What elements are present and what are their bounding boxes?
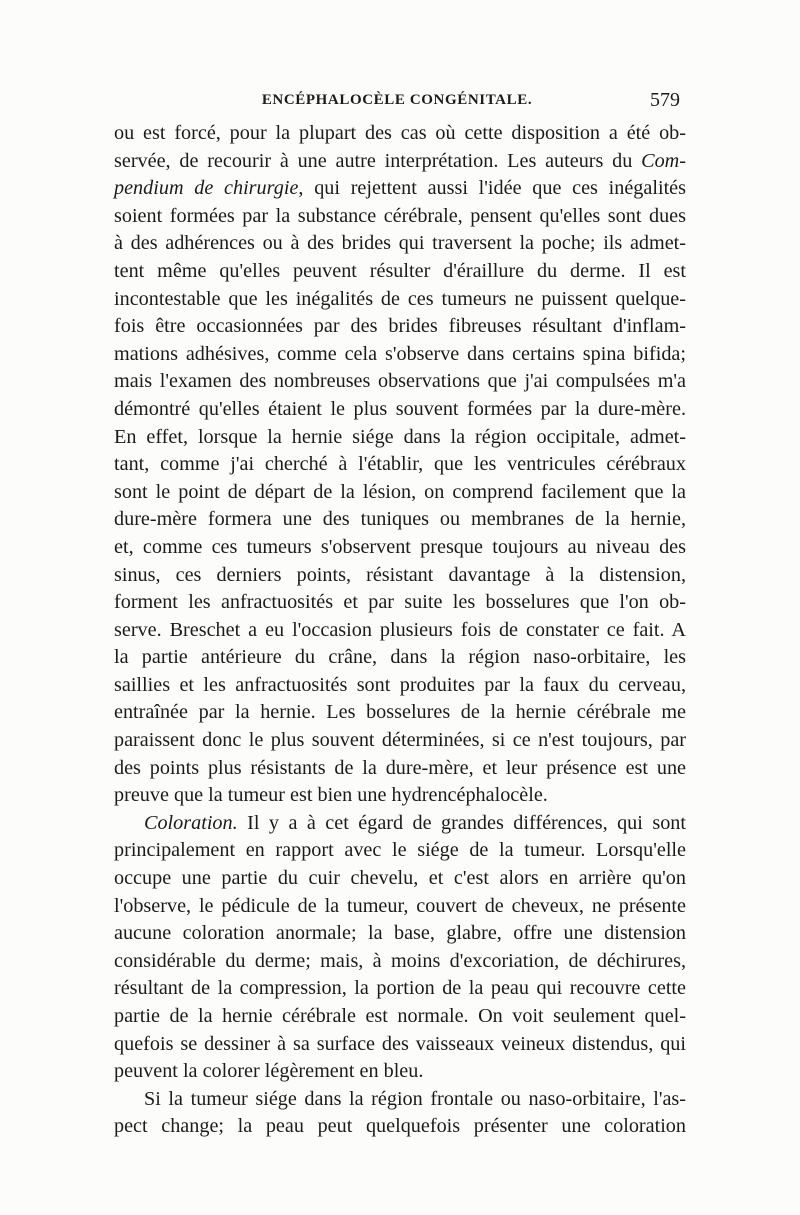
text-line: tant, comme j'ai cherché à l'établir, que les ventricules cérébraux [114, 453, 686, 476]
body-text [114, 120, 686, 1141]
text-line: saillies et les anfractuosités sont produites par la faux du cerveau, [114, 673, 686, 696]
text-line: démontré qu'elles étaient le plus souvent formées par la dure-mère. [114, 397, 686, 420]
text-line: sont le point de départ de la lésion, on comprend facilement que la [114, 480, 686, 503]
running-head [114, 89, 680, 114]
text-line: pect change; la peau peut quelquefois présenter une coloration [114, 1115, 686, 1138]
text-line: Si la tumeur siége dans la région frontale ou naso-orbitaire, l'as- [144, 1087, 686, 1110]
text-line: aucune coloration anormale; la base, glabre, offre une distension [114, 922, 686, 945]
paragraph-2 [114, 810, 686, 1086]
italic-title-fragment: Com- [641, 149, 686, 172]
text-line: mations adhésives, comme cela s'observe dans certains spina bifida; [114, 342, 686, 365]
paragraph-3 [114, 1086, 686, 1141]
text-line: mais l'examen des nombreuses observations que j'ai compulsées m'a [114, 370, 686, 393]
text-line: considérable du derme; mais, à moins d'excoriation, de déchirures, [114, 949, 686, 972]
text-line: soient formées par la substance cérébrale, pensent qu'elles sont dues [114, 204, 686, 227]
text-line: l'observe, le pédicule de la tumeur, couvert de cheveux, ne présente [114, 894, 686, 917]
text-line: sinus, ces derniers points, résistant davantage à la distension, [114, 563, 686, 586]
text-line: principalement en rapport avec le siége de la tumeur. Lorsqu'elle [114, 839, 686, 862]
text-line: fois être occasionnées par des brides fibreuses résultant d'inflam- [114, 315, 686, 338]
text-line: occupe une partie du cuir chevelu, et c'est alors en arrière qu'on [114, 867, 686, 890]
text-line: la partie antérieure du crâne, dans la région naso-orbitaire, les [114, 646, 686, 669]
text-line: à des adhérences ou à des brides qui traversent la poche; ils admet- [114, 232, 686, 255]
text-line: peuvent la colorer légèrement en bleu. [114, 1060, 424, 1083]
text-line: pendium de chirurgie, qui rejettent aussi l'idée que ces inégalités [114, 177, 686, 200]
paragraph-1 [114, 120, 686, 810]
page-number: 579 [650, 89, 680, 111]
text-line: forment les anfractuosités et par suite les bosselures que l'on ob- [114, 591, 686, 614]
text-line: tent même qu'elles peuvent résulter d'éraillure du derme. Il est [114, 259, 686, 282]
text-line: incontestable que les inégalités de ces tumeurs ne puissent quelque- [114, 287, 686, 310]
text-line: quefois se dessiner à sa surface des vaisseaux veineux distendus, qui [114, 1032, 686, 1055]
text-line: partie de la hernie cérébrale est normale. On voit seulement quel- [114, 1005, 686, 1027]
running-title: ENCÉPHALOCÈLE CONGÉNITALE. [261, 92, 533, 108]
text-line: En effet, lorsque la hernie siége dans la région occipitale, admet- [114, 425, 686, 448]
text-line: serve. Breschet a eu l'occasion plusieurs fois de constater ce fait. A [114, 618, 686, 641]
text-line: résultant de la compression, la portion de la peau qui recouvre cette [114, 977, 686, 1000]
text-line: paraissent donc le plus souvent déterminées, si ce n'est toujours, par [114, 729, 686, 752]
text-line: servée, de recourir à une autre interprétation. Les auteurs du Com- [114, 149, 686, 172]
text-line: des points plus résistants de la dure-mère, et leur présence est une [114, 756, 686, 779]
text-line: preuve que la tumeur est bien une hydrencéphalocèle. [114, 784, 548, 807]
text-line: entraînée par la hernie. Les bosselures de la hernie cérébrale me [114, 701, 686, 724]
text-line: ou est forcé, pour la plupart des cas où cette disposition a été ob- [114, 122, 686, 144]
section-heading: Coloration. [144, 811, 238, 834]
text-line: dure-mère formera une des tuniques ou membranes de la hernie, [114, 508, 686, 531]
italic-title-fragment: pendium de chirurgie [114, 177, 299, 200]
text-line: et, comme ces tumeurs s'observent presque toujours au niveau des [114, 535, 686, 558]
text-line: Coloration. Il y a à cet égard de grandes différences, qui sont [144, 811, 686, 834]
